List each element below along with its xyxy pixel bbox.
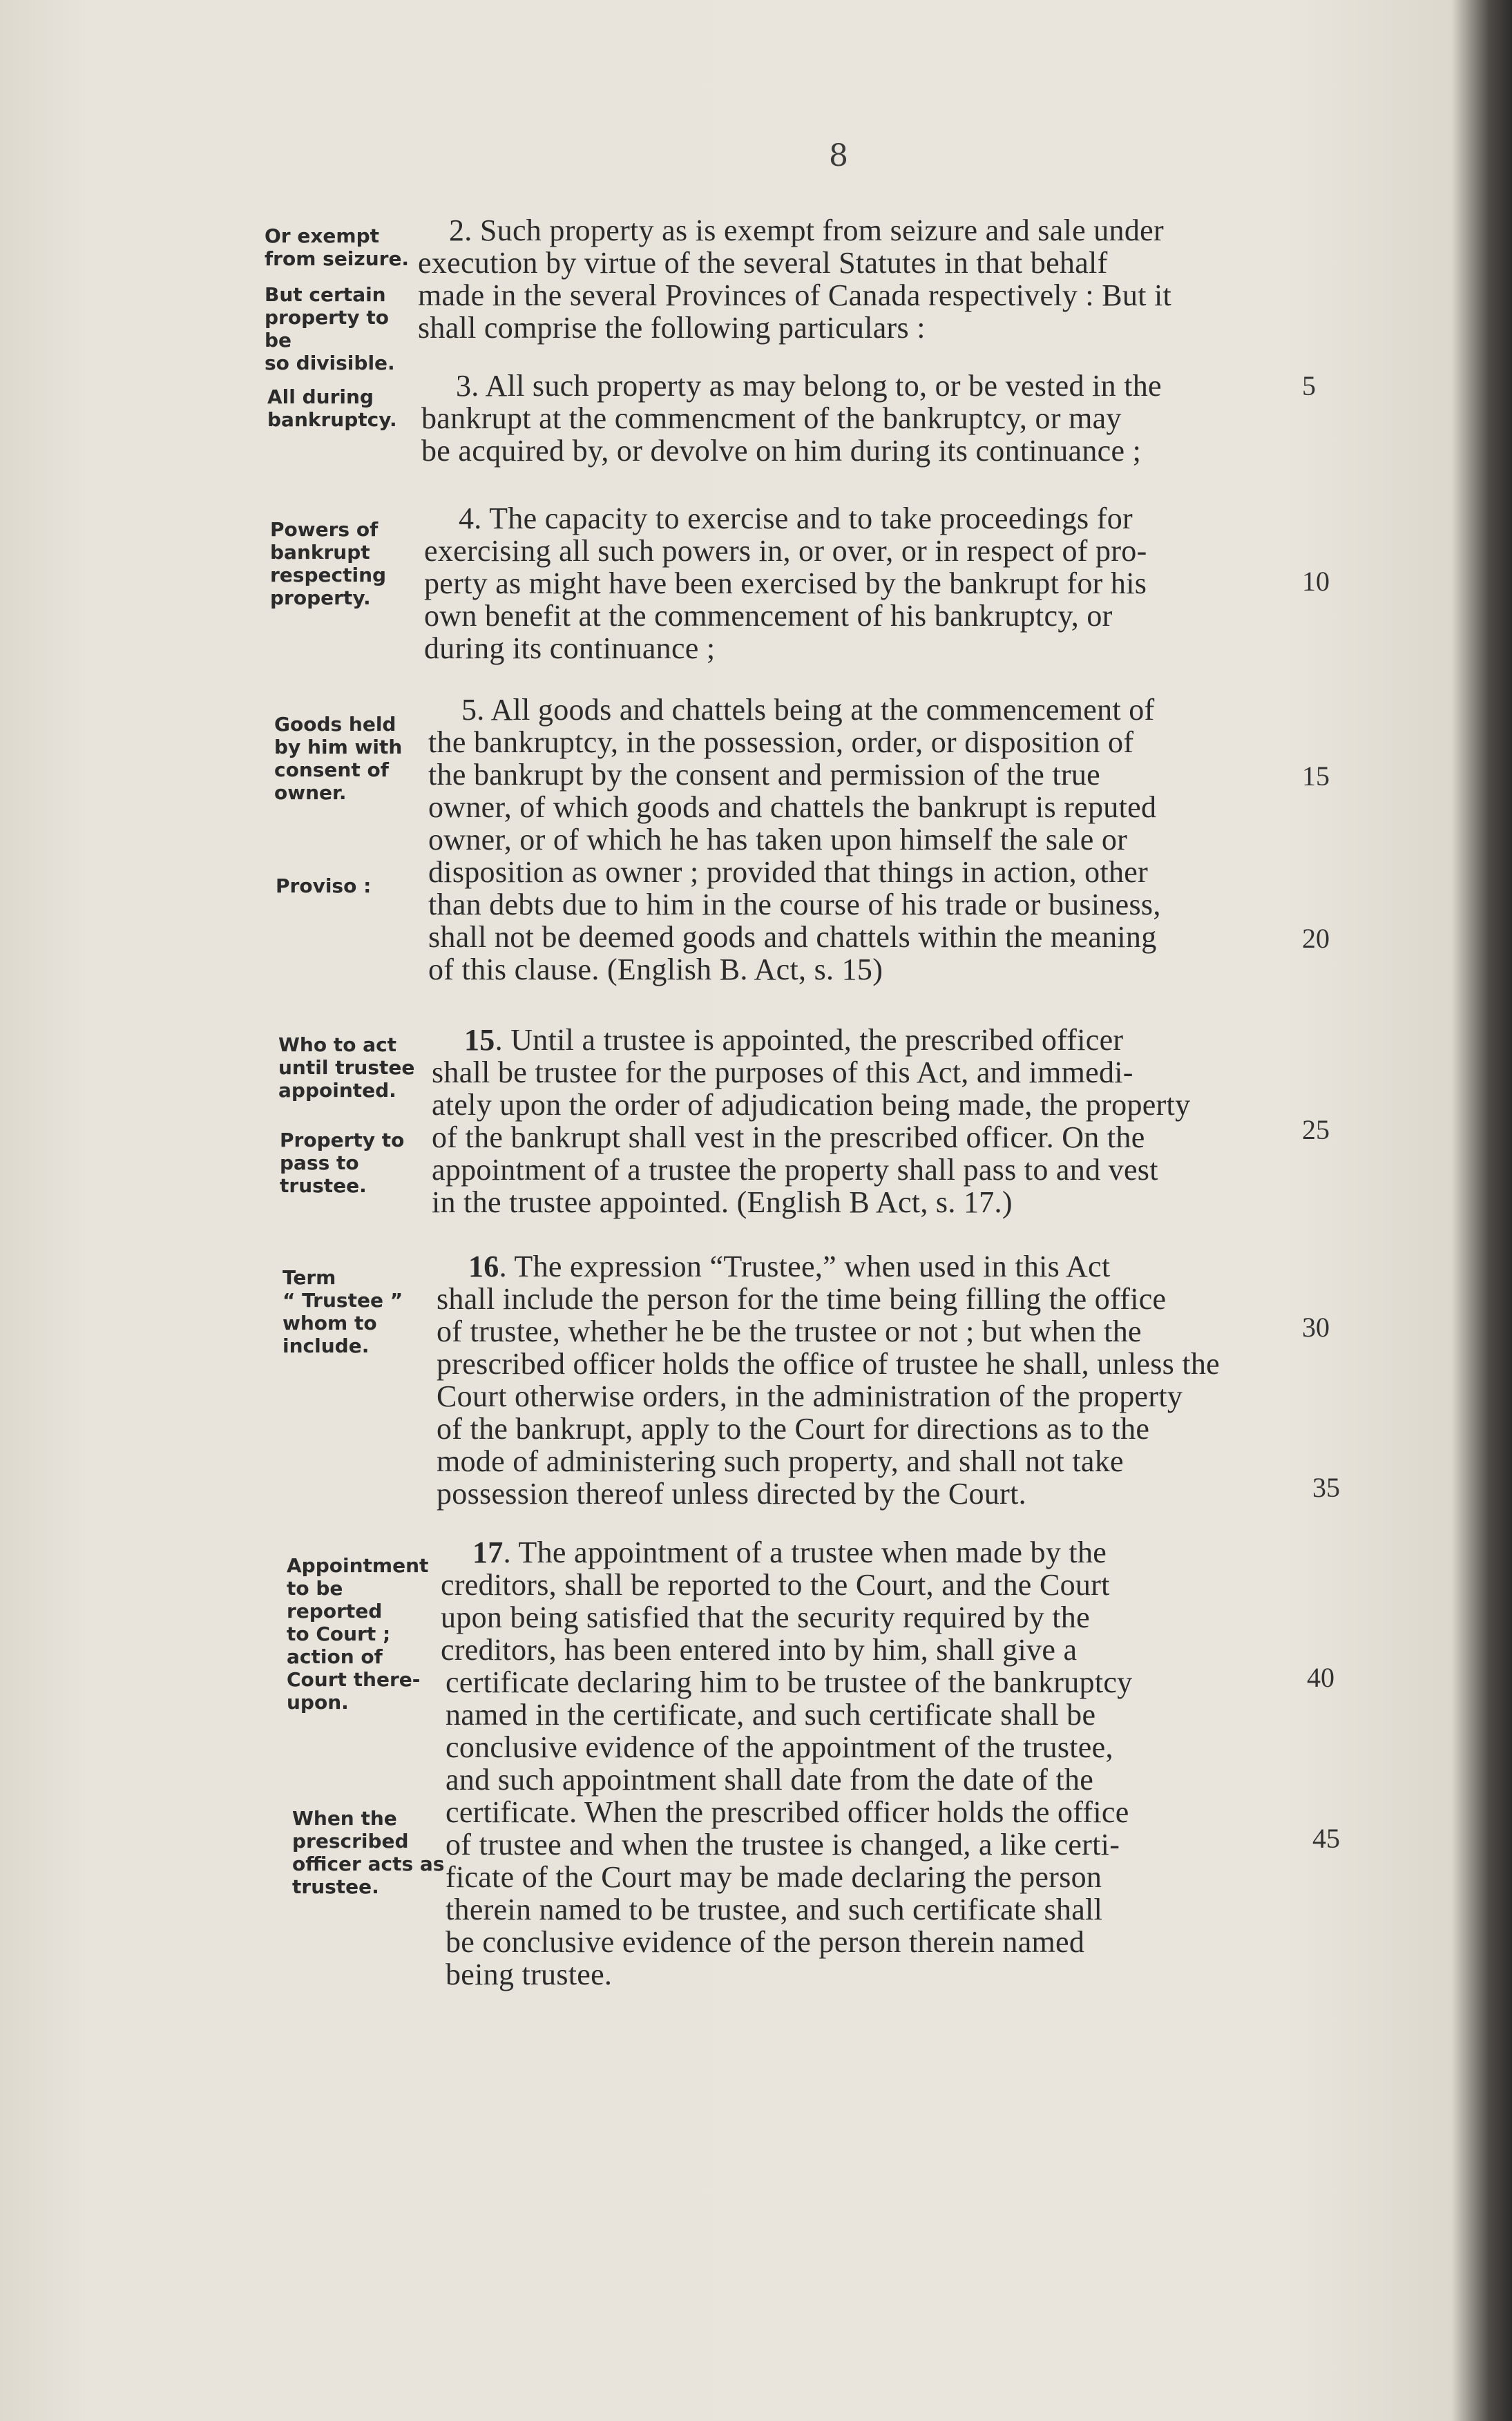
body-line: of the bankrupt shall vest in the prescribed officer. On the [432,1120,1145,1154]
body-line: therein named to be trustee, and such certificate shall [446,1893,1103,1926]
body-line-section-16: 16. The expression “Trustee,” when used in this Act [468,1250,1111,1283]
line-number: 35 [1312,1472,1340,1503]
body-line: than debts due to him in the course of his trade or business, [428,888,1161,921]
margin-note-divisible: But certain property to be so divisible. [265,283,395,374]
section-number: 17 [472,1535,504,1569]
margin-note-proviso: Proviso : [276,874,372,897]
body-line: shall be trustee for the purposes of this Act, and immedi- [432,1055,1133,1089]
margin-note-property-pass: Property to pass to trustee. [280,1129,405,1197]
body-line: appointment of a trustee the property shall pass to and vest [432,1153,1158,1187]
body-line: creditors, has been entered into by him, shall give a [441,1633,1078,1667]
line-number: 20 [1302,923,1330,954]
page-number: 8 [829,138,848,173]
body-line: shall include the person for the time being filling the office [437,1282,1167,1316]
body-line: ately upon the order of adjudication being made, the property [432,1088,1191,1122]
line-number: 30 [1302,1312,1330,1343]
body-line: Court otherwise orders, in the administration of the property [437,1379,1183,1413]
body-line: execution by virtue of the several Statutes in that behalf [418,246,1108,280]
body-line: named in the certificate, and such certificate shall be [446,1698,1096,1732]
body-line: prescribed officer holds the office of trustee he shall, unless the [437,1347,1220,1381]
body-line-section-15: 15. Until a trustee is appointed, the prescribed officer [464,1023,1124,1057]
body-line: mode of administering such property, and shall not take [437,1444,1124,1478]
body-line: conclusive evidence of the appointment of the trustee, [446,1730,1113,1764]
body-line: the bankrupt by the consent and permission of the true [428,758,1100,792]
margin-note-term-trustee: Term “ Trustee ” whom to include. [283,1266,403,1357]
body-line: own benefit at the commencement of his bankruptcy, or [424,599,1113,633]
body-line: 2. Such property as is exempt from seizure and sale under [449,213,1164,247]
body-line-section-17: 17. The appointment of a trustee when made by the [472,1535,1107,1569]
margin-note-appointment: Appointment to be reported to Court ; action of Court there- upon. [287,1554,429,1714]
body-line: be conclusive evidence of the person therein named [446,1925,1085,1959]
body-line: shall not be deemed goods and chattels within the meaning [428,920,1157,954]
body-line: being trustee. [446,1958,613,1991]
body-line: owner, or of which he has taken upon himself the sale or [428,823,1128,857]
line-number: 5 [1302,370,1316,401]
body-line: certificate declaring him to be trustee of the bankruptcy [446,1665,1133,1699]
body-line: owner, of which goods and chattels the bankrupt is reputed [428,790,1157,824]
margin-note-powers: Powers of bankrupt respecting property. [270,518,387,609]
margin-note-bankruptcy: All during bankruptcy. [267,385,397,431]
body-line: upon being satisfied that the security required by the [441,1600,1090,1634]
body-line: 3. All such property as may belong to, or be vested in the [456,369,1162,403]
line-number: 40 [1307,1662,1334,1693]
body-line: shall comprise the following particulars : [418,311,926,345]
margin-note-who-to-act: Who to act until trustee appointed. [278,1033,415,1102]
body-line: 4. The capacity to exercise and to take proceedings for [459,501,1133,535]
body-line: perty as might have been exercised by the bankrupt for his [424,566,1147,600]
line-number: 10 [1302,566,1330,597]
body-line: the bankruptcy, in the possession, order, or disposition of [428,725,1134,759]
body-line: possession thereof unless directed by the Court. [437,1477,1026,1511]
margin-note-exempt: Or exempt from seizure. [265,224,410,270]
body-line: of trustee, whether he be the trustee or not ; but when the [437,1314,1142,1348]
body-line: ficate of the Court may be made declaring the person [446,1860,1102,1894]
body-line: of trustee and when the trustee is changed, a like certi- [446,1828,1120,1862]
body-line: made in the several Provinces of Canada respectively : But it [418,278,1172,312]
body-line: creditors, shall be reported to the Court, and the Court [441,1568,1110,1602]
body-line: certificate. When the prescribed officer holds the office [446,1795,1129,1829]
line-number: 25 [1302,1114,1330,1145]
body-line: of this clause. (English B. Act, s. 15) [428,953,883,986]
line-number: 45 [1312,1823,1340,1854]
body-line: of the bankrupt, apply to the Court for directions as to the [437,1412,1150,1446]
body-line: be acquired by, or devolve on him during its continuance ; [421,434,1142,468]
body-line: and such appointment shall date from the date of the [446,1763,1094,1797]
body-line: during its continuance ; [424,631,716,665]
line-number: 15 [1302,760,1330,792]
body-line: in the trustee appointed. (English B Act, s. 17.) [432,1185,1013,1219]
body-line: bankrupt at the commencment of the bankruptcy, or may [421,401,1122,435]
body-line: 5. All goods and chattels being at the commencement of [461,693,1155,727]
body-line: disposition as owner ; provided that things in action, other [428,855,1149,889]
section-number: 16 [468,1250,499,1283]
body-line: exercising all such powers in, or over, or in respect of pro- [424,534,1147,568]
section-number: 15 [464,1023,495,1057]
margin-note-goods-held: Goods held by him with consent of owner. [274,713,403,804]
margin-note-prescribed-officer: When the prescribed officer acts as trustee. [292,1807,445,1898]
